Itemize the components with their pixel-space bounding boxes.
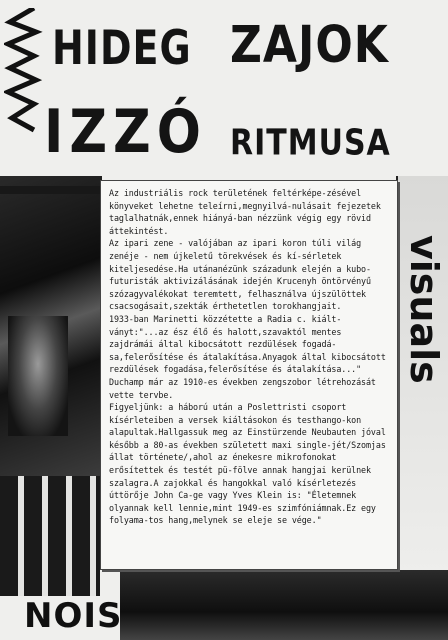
collage-bottom-block <box>120 570 448 640</box>
article-paragraph: 1933-ban Marinetti közzétette a Radia c. kiált-ványt:"...az ész élő és halott,szavaktól mentes zajdrámái által kibocsátott rezdülések fogadá-sa,felerősítése és átalakítása.Anyagok által kibocsátott rezdülések fogadása,felerősítése és átalakítása..." Duchamp már az 1910-es években zengszobor létrehozását vette tervbe. <box>109 313 386 400</box>
article-box <box>100 180 398 570</box>
noise-label: NOIS <box>24 596 123 636</box>
headline-word-zajok: ZAJOK <box>230 16 389 75</box>
headline-word-hideg: HIDEG <box>52 20 192 75</box>
collage-bottom-strip <box>0 476 100 596</box>
article-paragraph: Figyeljünk: a háború után a Poslettristi csoport kísérleteiben a versek kiáltásokon és testhango-kon alapultak.Hallgassuk meg az Einstürzende Neubauten jóval később a 80-as években született maxi single-jét/Szomjas állat története/,ahol az énekesre mikrofonokat erősítettek és testét pü-fölve annak hangjai kerülnek szalagra.A zajokkal és hangokkal való kísérletezés úttörője John Ca-ge vagy Yves Klein is: "Életemnek olyannak kell lennie,mint 1949-es szimfóniámnak.Ez egy folyama-tos hang,melynek se eleje se vége." <box>109 402 386 526</box>
side-label <box>402 235 446 495</box>
headline-word-izzo: IZZÓ <box>44 98 207 167</box>
side-label-text: visuals <box>402 235 446 384</box>
zigzag-decoration <box>4 8 48 148</box>
headline-word-ritmusa: RITMUSA <box>230 122 391 164</box>
collage-left-figure <box>8 316 68 436</box>
article-paragraph: Az ipari zene - valójában az ipari koron túli világ zenéje - nem újkeletű törekvések és kí-sérletek kiteljesedése.Ha utánanézünk századunk elején a kubo-futuristák aktivizálásának idején Krucenyh öntörvényű szózagyvalékokat teremtett, felhasználva újszülöttek csacsogásait,szekták érthetetlen torokhangjait. <box>109 238 371 312</box>
article-paragraph: Az industriális rock területének feltérképe-zésével könyveket lehetne teleírni,megnyilvá-nulásait fejezetek taglalhatnák,ennek hiányá-ban nézzünk végig egy rövid áttekintést. <box>109 188 381 236</box>
